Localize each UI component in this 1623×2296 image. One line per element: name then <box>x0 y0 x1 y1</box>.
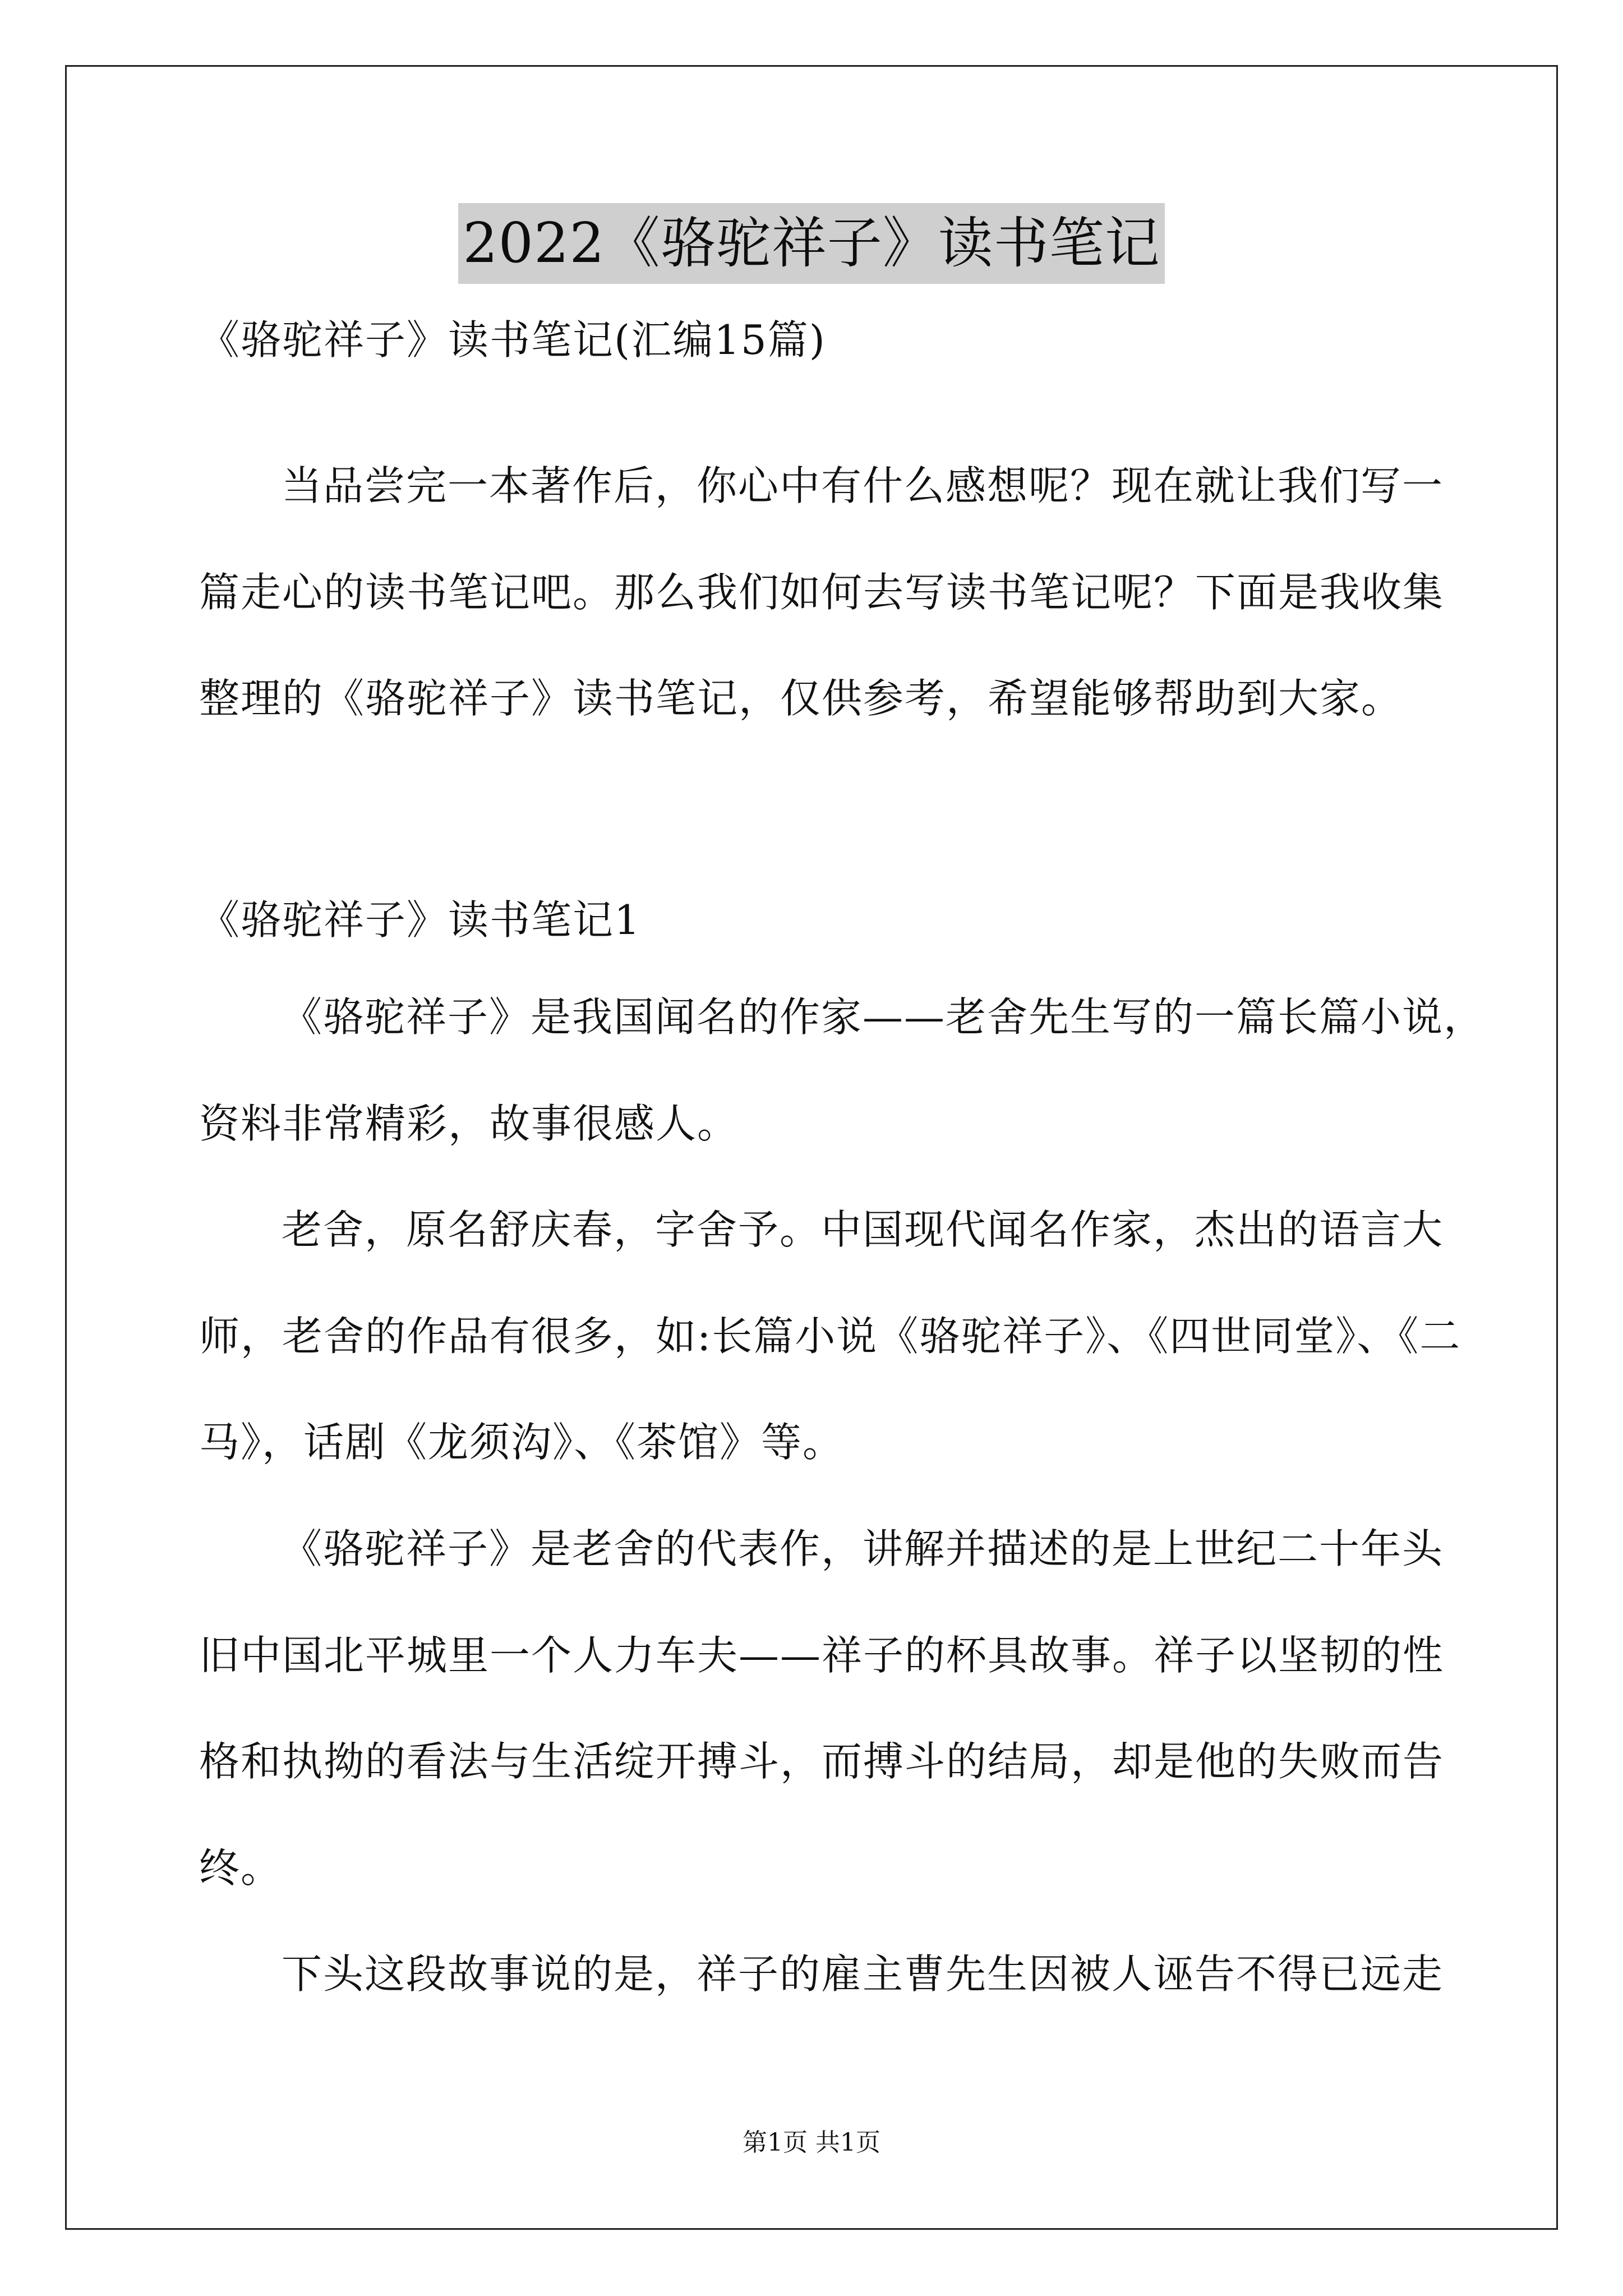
intro-line-3: 整理的《骆驼祥子》读书笔记，仅供参考，希望能够帮助到大家。 <box>199 675 1403 722</box>
section-heading-1: 《骆驼祥子》读书笔记1 <box>199 896 641 944</box>
body-line-8: 格和执拗的看法与生活绽开搏斗，而搏斗的结局，却是他的失败而告 <box>199 1738 1445 1785</box>
body-line-7: 旧中国北平城里一个人力车夫——祥子的杯具故事。祥子以坚韧的性 <box>199 1632 1445 1679</box>
body-line-3: 老舍，原名舒庆春，字舍予。中国现代闻名作家，杰出的语言大 <box>282 1206 1444 1253</box>
intro-line-1: 当品尝完一本著作后，你心中有什么感想呢？现在就让我们写一 <box>282 462 1444 509</box>
body-line-2: 资料非常精彩，故事很感人。 <box>199 1100 739 1147</box>
title-container <box>0 203 1623 284</box>
page-number-footer: 第1页 共1页 <box>743 2128 880 2157</box>
intro-line-2: 篇走心的读书笔记吧。那么我们如何去写读书笔记呢？下面是我收集 <box>199 569 1445 616</box>
body-line-1: 《骆驼祥子》是我国闻名的作家——老舍先生写的一篇长篇小说， <box>282 993 1486 1041</box>
document-title: 2022《骆驼祥子》读书笔记 <box>458 203 1164 284</box>
body-line-4: 师，老舍的作品有很多，如:长篇小说《骆驼祥子》、《四世同堂》、《二 <box>199 1313 1461 1360</box>
body-line-10: 下头这段故事说的是，祥子的雇主曹先生因被人诬告不得已远走 <box>282 1950 1444 1998</box>
collection-subtitle: 《骆驼祥子》读书笔记(汇编15篇) <box>199 316 826 364</box>
body-line-5: 马》，话剧《龙须沟》、《茶馆》等。 <box>199 1419 845 1466</box>
body-line-9: 终。 <box>199 1844 283 1892</box>
body-line-6: 《骆驼祥子》是老舍的代表作，讲解并描述的是上世纪二十年头 <box>282 1525 1444 1572</box>
